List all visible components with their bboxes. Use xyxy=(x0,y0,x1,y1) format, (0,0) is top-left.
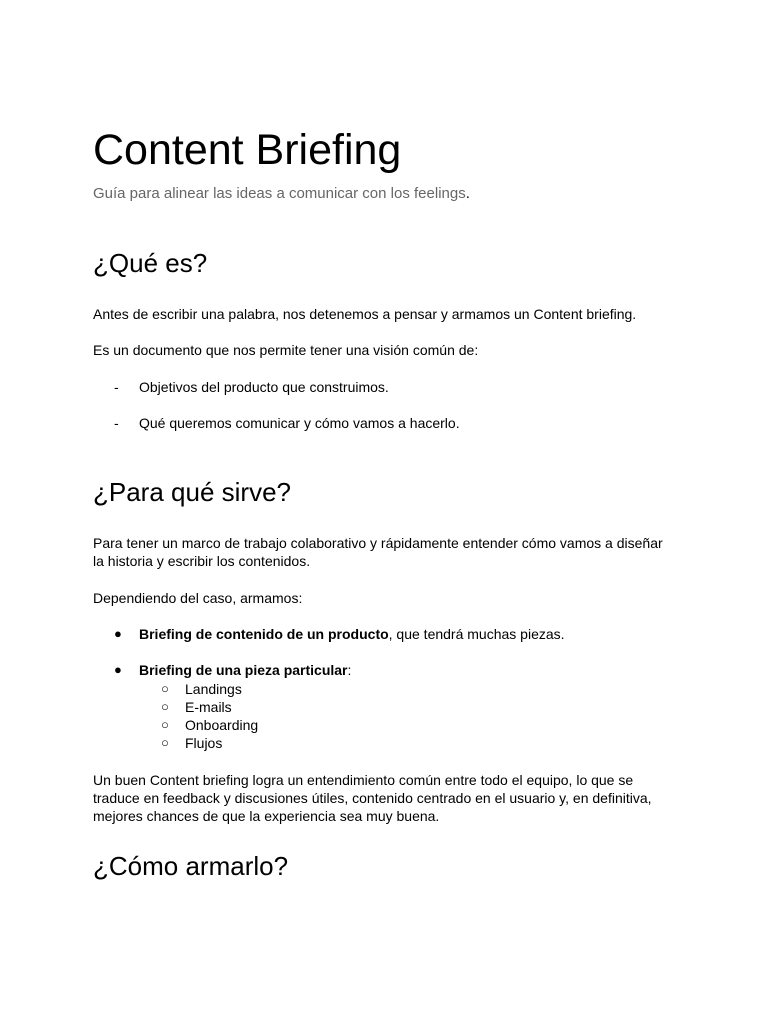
document-title: Content Briefing xyxy=(93,126,402,174)
subtitle-period: . xyxy=(465,185,470,202)
para-que-paragraph-2: Dependiendo del caso, armamos: xyxy=(93,590,303,606)
paragraph-line: la historia y escribir los contenidos. xyxy=(93,553,311,569)
para-que-paragraph-3 xyxy=(93,771,683,825)
que-es-paragraph-2: Es un documento que nos permite tener una visión común de: xyxy=(93,342,479,358)
list-item-text: Objetivos del producto que construimos. xyxy=(139,379,389,395)
bullet-item-text xyxy=(139,661,351,679)
sub-list-item-text: Onboarding xyxy=(185,717,259,733)
list-item-text: Qué queremos comunicar y cómo vamos a hacerlo. xyxy=(139,415,460,431)
bullet-icon: ● xyxy=(114,626,122,641)
bullet-item-text xyxy=(139,625,565,643)
paragraph-line: traduce en feedback y discusiones útiles, contenido centrado en el usuario y, en definitiva, xyxy=(93,790,652,806)
para-que-paragraph-1 xyxy=(93,534,683,570)
dash-marker: - xyxy=(114,379,119,395)
heading-como-armarlo: ¿Cómo armarlo? xyxy=(93,851,289,881)
subtitle-text: Guía para alinear las ideas a comunicar con los feelings xyxy=(93,185,466,202)
paragraph-line: Para tener un marco de trabajo colaborativo y rápidamente entender cómo vamos a diseñar xyxy=(93,535,663,551)
paragraph-line: Un buen Content briefing logra un entendimiento común entre todo el equipo, lo que se xyxy=(93,772,634,788)
sub-list-item-text: E-mails xyxy=(185,699,232,715)
circle-bullet-icon: ○ xyxy=(161,735,169,750)
bullet-item-rest: : xyxy=(347,662,352,678)
paragraph-line: mejores chances de que la experiencia sea muy buena. xyxy=(93,808,440,824)
que-es-paragraph-1: Antes de escribir una palabra, nos detenemos a pensar y armamos un Content briefing. xyxy=(93,306,637,322)
bullet-icon: ● xyxy=(114,662,122,677)
bullet-item-bold: Briefing de una pieza particular xyxy=(139,662,348,678)
bullet-item-bold: Briefing de contenido de un producto xyxy=(139,626,389,642)
sub-list-item-text: Flujos xyxy=(185,735,223,751)
document-subtitle xyxy=(93,184,470,204)
dash-marker: - xyxy=(114,415,119,431)
sub-list-item-text: Landings xyxy=(185,681,242,697)
heading-para-que-sirve: ¿Para qué sirve? xyxy=(93,477,291,507)
bullet-item-rest: , que tendrá muchas piezas. xyxy=(388,626,565,642)
circle-bullet-icon: ○ xyxy=(161,681,169,696)
circle-bullet-icon: ○ xyxy=(161,717,169,732)
heading-que-es: ¿Qué es? xyxy=(93,248,208,278)
circle-bullet-icon: ○ xyxy=(161,699,169,714)
